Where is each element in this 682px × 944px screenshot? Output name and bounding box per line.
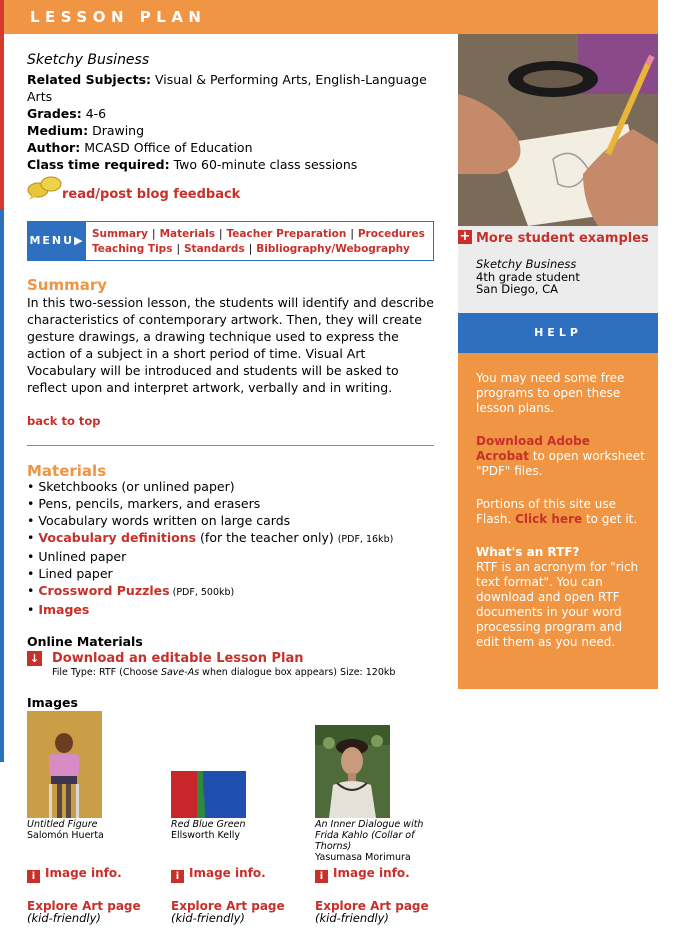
help-intro: You may need some free programs to open these lesson plans.: [476, 371, 625, 415]
download-lesson-plan-link[interactable]: Download an editable Lesson Plan: [52, 651, 304, 666]
online-materials-heading: Online Materials: [27, 634, 143, 649]
artwork-caption: An Inner Dialogue with Frida Kahlo (Collar of Thorns) Yasumasa Morimura: [315, 819, 424, 863]
figure-thumbnail-icon: [27, 711, 102, 818]
menu-link-summary[interactable]: Summary: [92, 228, 149, 240]
menu-link-procedures[interactable]: Procedures: [357, 228, 425, 240]
help-panel: [458, 353, 658, 689]
related-subjects: Related Subjects: Visual & Performing Arts, English-Language Arts: [27, 72, 427, 104]
grades: Grades: 4-6: [27, 106, 107, 121]
more-examples-panel: [458, 226, 658, 313]
class-time: Class time required: Two 60-minute class sessions: [27, 157, 358, 172]
materials-heading: Materials: [27, 462, 107, 480]
download-acrobat-link[interactable]: Download Adobe Acrobat: [476, 434, 590, 463]
list-item: • Vocabulary words written on large cards: [27, 512, 437, 529]
image-info-link[interactable]: i Image info.: [315, 866, 410, 883]
help-rtf: What's an RTF? RTF is an acronym for "rich text format". You can download and open RTF documents in your word processing program and edit them as you need.: [476, 545, 639, 649]
image-info-link[interactable]: i Image info.: [171, 866, 266, 883]
photo-caption: Sketchy Business 4th grade student San Diego, CA: [476, 257, 580, 296]
artwork-thumbnail-untitled-figure[interactable]: [27, 711, 102, 818]
medium: Medium: Drawing: [27, 123, 145, 138]
menu-label: MENU▶: [28, 222, 86, 260]
artwork-caption: Red Blue Green Ellsworth Kelly: [171, 819, 246, 841]
file-info: File Type: RTF (Choose Save-As when dialogue box appears) Size: 120kb: [52, 667, 396, 678]
info-icon: i: [315, 870, 328, 883]
list-item: [27, 601, 437, 618]
header-bar: [4, 0, 658, 34]
speech-bubbles-icon: [27, 176, 63, 200]
menu-link-bibliography[interactable]: Bibliography/Webography: [256, 243, 410, 255]
help-acrobat: Download Adobe Acrobat to open worksheet "PDF" files.: [476, 434, 645, 478]
summary-heading: Summary: [27, 276, 108, 294]
section-divider: [27, 445, 434, 446]
materials-list: [27, 478, 437, 618]
left-accent-blue: [0, 210, 4, 762]
blog-feedback-link[interactable]: read/post blog feedback: [62, 187, 241, 202]
list-item: • Pens, pencils, markers, and erasers: [27, 495, 437, 512]
flash-click-here-link[interactable]: Click here: [515, 512, 583, 526]
images-heading: Images: [27, 695, 78, 710]
portrait-thumbnail-icon: [315, 725, 390, 818]
list-item: • Unlined paper: [27, 548, 437, 565]
artwork-thumbnail-red-blue-green[interactable]: [171, 771, 246, 818]
more-student-examples-link[interactable]: More student examples: [476, 231, 649, 246]
lesson-title: Sketchy Business: [27, 52, 150, 68]
plus-icon[interactable]: +: [459, 229, 471, 244]
artwork-caption: Untitled Figure Salomón Huerta: [27, 819, 104, 841]
list-item: • Vocabulary definitions (for the teacher only) (PDF, 16kb): [27, 529, 437, 548]
vocabulary-definitions-link[interactable]: Vocabulary definitions: [38, 530, 197, 545]
summary-text: In this two-session lesson, the students will identify and describe characteristics of contemporary artwork. Then, they will create gesture drawings, a drawing technique used to express the action of a subject in a short period of time. Visual Art Vocabulary will be introduced and students will be asked to reflect upon and interpret artwork, verbally and in writing.: [27, 295, 434, 395]
explore-art-page-link[interactable]: Explore Art page (kid-friendly): [171, 899, 285, 925]
menu-link-materials[interactable]: Materials: [159, 228, 215, 240]
lesson-meta: [27, 40, 437, 173]
images-link[interactable]: Images: [38, 602, 90, 617]
drawing-hands-photo-icon: [458, 34, 658, 226]
list-item: • Sketchbooks (or unlined paper): [27, 478, 437, 495]
download-arrow-icon[interactable]: ↓: [27, 651, 42, 666]
info-icon: i: [171, 870, 184, 883]
image-info-link[interactable]: i Image info.: [27, 866, 122, 883]
help-flash: Portions of this site use Flash. Click here to get it.: [476, 497, 638, 526]
menu-link-standards[interactable]: Standards: [184, 243, 245, 255]
help-heading: HELP: [458, 313, 658, 353]
explore-art-page-link[interactable]: Explore Art page (kid-friendly): [315, 899, 429, 925]
student-work-photo[interactable]: [458, 34, 658, 226]
list-item: • Lined paper: [27, 565, 437, 582]
color-field-thumbnail-icon: [171, 771, 246, 818]
author: Author: MCASD Office of Education: [27, 140, 253, 155]
lesson-menu: [27, 221, 434, 261]
crossword-puzzles-link[interactable]: Crossword Puzzles: [38, 583, 170, 598]
menu-link-teacher-preparation[interactable]: Teacher Preparation: [226, 228, 347, 240]
menu-link-teaching-tips[interactable]: Teaching Tips: [92, 243, 173, 255]
menu-links: Summary | Materials | Teacher Preparation | Procedures Teaching Tips | Standards | Bibliography/Webography: [92, 228, 425, 255]
artwork-thumbnail-frida[interactable]: [315, 725, 390, 818]
explore-art-page-link[interactable]: Explore Art page (kid-friendly): [27, 899, 141, 925]
back-to-top-link[interactable]: back to top: [27, 414, 101, 428]
list-item: • Crossword Puzzles (PDF, 500kb): [27, 582, 437, 601]
page-title: LESSON PLAN: [30, 8, 207, 26]
info-icon: i: [27, 870, 40, 883]
